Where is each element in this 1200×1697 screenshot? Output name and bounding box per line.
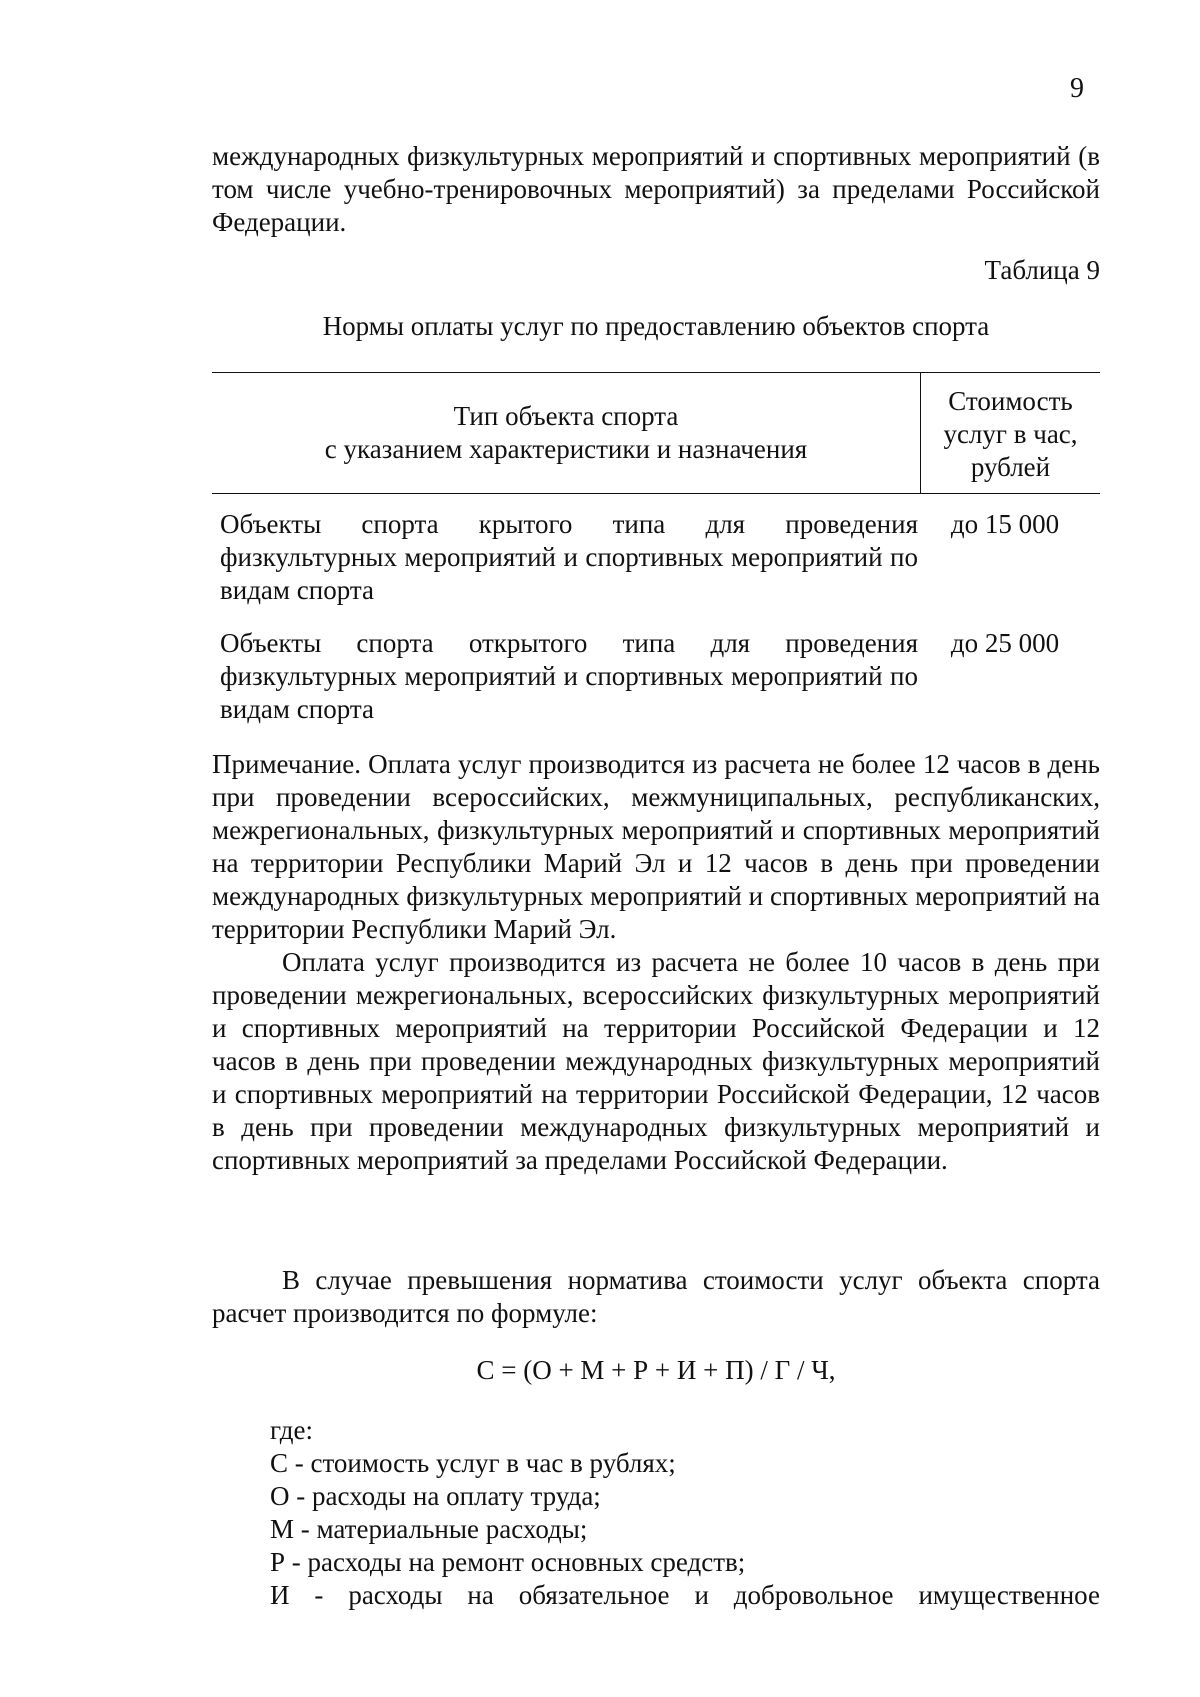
formula: С = (О + М + Р + И + П) / Г / Ч, [476, 1355, 836, 1385]
note-paragraph-1: Примечание. Оплата услуг производится из расчета не более 12 часов в день при проведении всероссийских, межмуниципальных, республиканских, межрегиональных, физкультурных мероприятий и спортивных мероприятий на территории Республики Марий Эл и 12 часов в день при проведении международных физкультурных мероприятий и спортивных мероприятий на территории Республики Марий Эл. [212, 749, 1100, 944]
header-cost [921, 373, 1100, 493]
definition-item: С - стоимость услуг в час в рублях; [270, 1448, 676, 1478]
note-paragraph-2: Оплата услуг производится из расчета не более 10 часов в день при проведении межрегиональных, всероссийских физкультурных мероприятий и спортивных мероприятий на территории Российской Федерации и 12 часов в день при проведении международных физкультурных мероприятий и спортивных мероприятий на территории Российской Федерации, 12 часов в день при проведении международных физкультурных мероприятий и спортивных мероприятий за пределами Российской Федерации. [212, 947, 1100, 1175]
cell-cost: до 15 000 [950, 509, 1060, 539]
header-type-line2: с указанием характеристики и назначения [324, 434, 808, 464]
table-title: Нормы оплаты услуг по предоставлению объектов спорта [322, 311, 990, 341]
header-cost-line3: рублей [970, 451, 1051, 482]
intro-paragraph: международных физкультурных мероприятий и спортивных мероприятий (в том числе учебно-тренировочных мероприятий) за пределами Российской Федерации. [212, 141, 1100, 237]
table-row [212, 627, 1100, 726]
table-label: Таблица 9 [984, 255, 1100, 285]
header-cost-line1: Стоимость [948, 385, 1073, 416]
header-type-line1: Тип объекта спорта [453, 401, 679, 431]
table-row [212, 508, 1100, 607]
cell-object-type: Объекты спорта крытого типа для проведения физкультурных мероприятий и спортивных мероприятий по видам спорта [220, 509, 918, 605]
case-paragraph: В случае превышения норматива стоимости услуг объекта спорта расчет производится по формуле: [212, 1265, 1100, 1328]
cell-object-type: Объекты спорта открытого типа для проведения физкультурных мероприятий и спортивных мероприятий по видам спорта [220, 628, 918, 724]
definition-item: Р - расходы на ремонт основных средств; [270, 1547, 746, 1577]
header-cost-line2: услуг в час, [943, 418, 1078, 449]
header-object-type [212, 373, 921, 493]
definition-item: О - расходы на оплату труда; [270, 1481, 601, 1511]
definitions-list [270, 1414, 1100, 1612]
table-header [212, 373, 1100, 494]
rates-table [212, 372, 1100, 726]
note-section [212, 748, 1100, 1177]
page-number: 9 [1070, 73, 1084, 104]
where-label: где: [270, 1415, 313, 1445]
definition-item: М - материальные расходы; [270, 1514, 588, 1544]
definition-item: И - расходы на обязательное и добровольное имущественное [270, 1580, 1100, 1610]
cell-cost: до 25 000 [950, 628, 1060, 658]
